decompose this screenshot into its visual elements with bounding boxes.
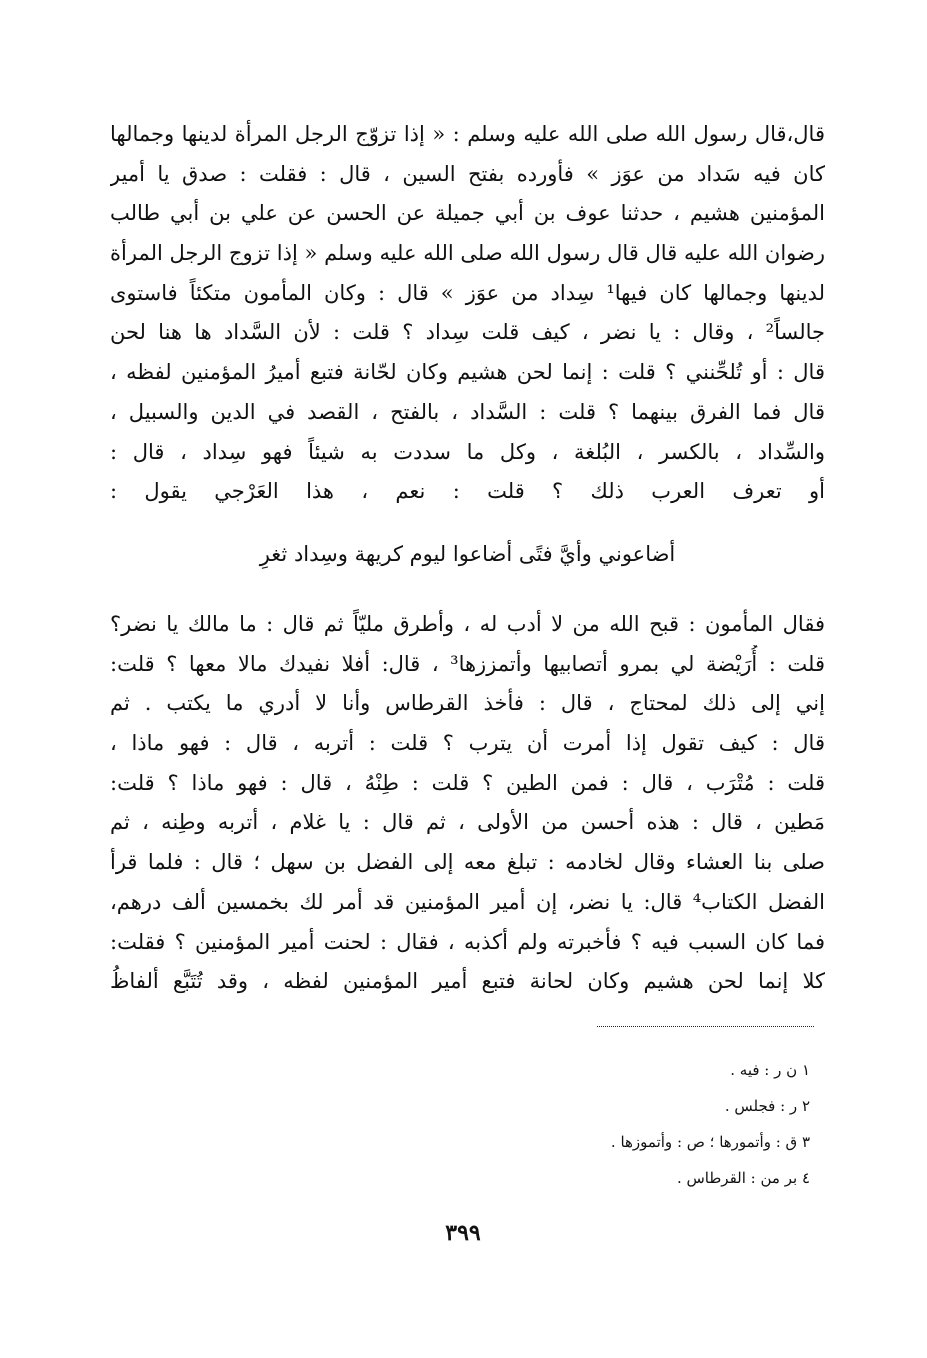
text-line: كلا إنما لحن هشيم وكان لحانة فتبع أمير المؤمنين لفظه ، وقد تُتَبَّع ألفاظُ xyxy=(110,969,825,994)
text-line: قال فما الفرق بينهما ؟ قلت : السَّداد ، بالفتح ، القصد في الدين والسبيل ، xyxy=(110,399,825,424)
text-line: صلى بنا العشاء وقال لخادمه : تبلغ معه إلى الفضل بن سهل ؛ قال : فلما قرأ xyxy=(110,850,825,875)
text-line: جالساً² ، وقال : يا نضر ، كيف قلت سِداد ؟ قلت : لأن السَّداد ها هنا لحن xyxy=(110,320,825,345)
page-number: ٣٩٩ xyxy=(445,1220,481,1246)
footnote-separator xyxy=(597,1026,814,1027)
text-line: قال : كيف تقول إذا أمرت أن يترب ؟ قلت : أتربه ، قال : فهو ماذا ، xyxy=(110,731,825,756)
text-line: فقال المأمون : قبح الله من لا أدب له ، وأطرق مليّاً ثم قال : ما مالك يا نضر؟ xyxy=(110,612,825,636)
footnote: ٣ ق : وأتمورها ؛ ص : وأتموزها . xyxy=(610,1133,810,1151)
text-line: رضوان الله عليه قال قال رسول الله صلى الله عليه وسلم « إذا تزوج الرجل المرأة xyxy=(110,241,825,266)
poetry-verse: أضاعوني وأيَّ فتًى أضاعوا ليوم كريهة وسِداد ثغرِ xyxy=(259,542,676,566)
text-line: قال،قال رسول الله صلى الله عليه وسلم : « إذا تزوّج الرجل المرأة لدينها وجمالها xyxy=(110,122,825,146)
text-line: والسِّداد ، بالكسر ، البُلغة ، وكل ما سددت به شيئاً فهو سِداد ، قال : xyxy=(110,439,825,464)
text-line: قلت : مُتْرَب ، قال : فمن الطين ؟ قلت : طِنْهُ ، قال : فهو ماذا ؟ قلت: xyxy=(110,770,825,795)
text-line: لدينها وجمالها كان فيها¹ سِداد من عوَز » قال : وكان المأمون متكئاً فاستوى xyxy=(110,280,825,305)
text-line: كان فيه سَداد من عوَز » فأورده بفتح السين ، قال : فقلت : صدق يا أمير xyxy=(110,161,825,186)
text-line: مَطين ، قال : هذه أحسن من الأولى ، ثم قال : يا غلام ، أتربه وطِنه ، ثم xyxy=(110,810,825,835)
text-line: أو تعرف العرب ذلك ؟ قلت : نعم ، هذا العَرْجي يقول : xyxy=(110,479,825,504)
text-line: المؤمنين هشيم ، حدثنا عوف بن أبي جميلة عن الحسن عن علي بن أبي طالب xyxy=(110,201,825,226)
footnote: ٤ بر من : القرطاس . xyxy=(676,1169,810,1187)
text-line: قلت : أُرَيْضة لي بمرو أتصابيها وأتمززها³ ، قال: أفلا نفيدك مالا معها ؟ قلت: xyxy=(110,651,825,676)
footnote: ١ ن ر : فيه . xyxy=(730,1061,810,1079)
footnote: ٢ ر : فجلس . xyxy=(724,1097,810,1115)
text-line: الفضل الكتاب⁴ قال: يا نضر، إن أمير المؤمنين قد أمر لك بخمسين ألف درهم، xyxy=(110,889,825,914)
main-paragraph-1 xyxy=(110,115,825,512)
footnotes xyxy=(430,1052,810,1196)
text-line: قال : أو تُلحِّنني ؟ قلت : إنما لحن هشيم وكان لحّانة فتبع أميرُ المؤمنين لفظه ، xyxy=(110,360,825,385)
text-line: فما كان السبب فيه ؟ فأخبرته ولم أكذبه ، فقال : لحنت أمير المؤمنين ؟ فقلت: xyxy=(110,929,825,954)
text-line: إني إلى ذلك لمحتاج ، قال : فأخذ القرطاس وأنا لا أدري ما يكتب . ثم xyxy=(110,691,825,716)
main-paragraph-2 xyxy=(110,605,825,1002)
